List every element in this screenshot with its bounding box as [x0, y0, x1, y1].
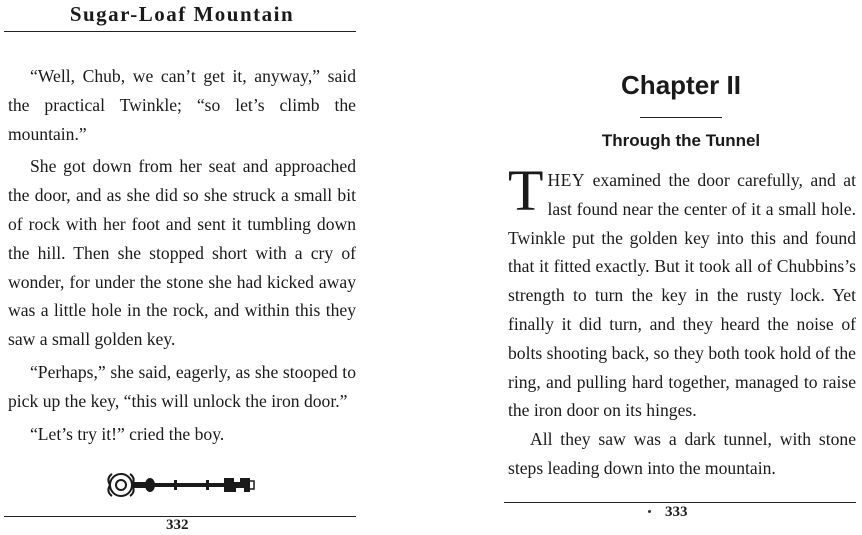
page-number: 332: [166, 517, 189, 533]
key-ornament-icon: [104, 468, 256, 502]
page-number: 333: [665, 504, 688, 520]
drop-cap: T: [508, 158, 544, 223]
section-heading: Through the Tunnel: [601, 131, 761, 150]
running-head: Sugar-Loaf Mountain: [69, 2, 295, 26]
footer-rule: [504, 502, 856, 503]
header-rule: [4, 31, 356, 32]
paragraph: “Perhaps,” she said, eagerly, as she stooped to pick up the key, “this will unlock the iron door.”: [8, 361, 356, 411]
ink-speck: [648, 510, 651, 513]
left-text-block: [8, 62, 356, 448]
paragraph-text: examined the door carefully, and at last found near the center of it a small hole. Twinkle put the golden key into this and found that it fitted exactly. But it took all of Chubbins’s strength to turn the key in the rusty lock. Yet finally it did turn, and they heard the noise of bolts shooting back, so they both took hold of the ring, and pulling hard together, managed to raise the iron door on its hinges.: [508, 170, 856, 421]
right-text-block: [508, 158, 856, 483]
paragraph: “Let’s try it!” cried the boy.: [30, 423, 225, 444]
paragraph: [508, 158, 856, 425]
right-page: [500, 0, 862, 535]
paragraph: “Well, Chub, we can’t get it, anyway,” said the practical Twinkle; “so let’s climb the mountain.”: [8, 66, 356, 144]
chapter-heading: Chapter II: [621, 70, 741, 100]
paragraph: She got down from her seat and approached the door, and as she did so she struck a small bit of rock with her foot and sent it tumbling down the hill. Then she stopped short with a cry of wonder, for under the stone she had kicked away was a little hole in the rock, and within this they saw a small golden key.: [8, 156, 356, 350]
lead-caps: HEY: [547, 170, 586, 190]
paragraph: All they saw was a dark tunnel, with stone steps leading down into the mountain.: [508, 429, 856, 478]
left-page: [0, 0, 368, 535]
chapter-rule: [640, 117, 722, 118]
